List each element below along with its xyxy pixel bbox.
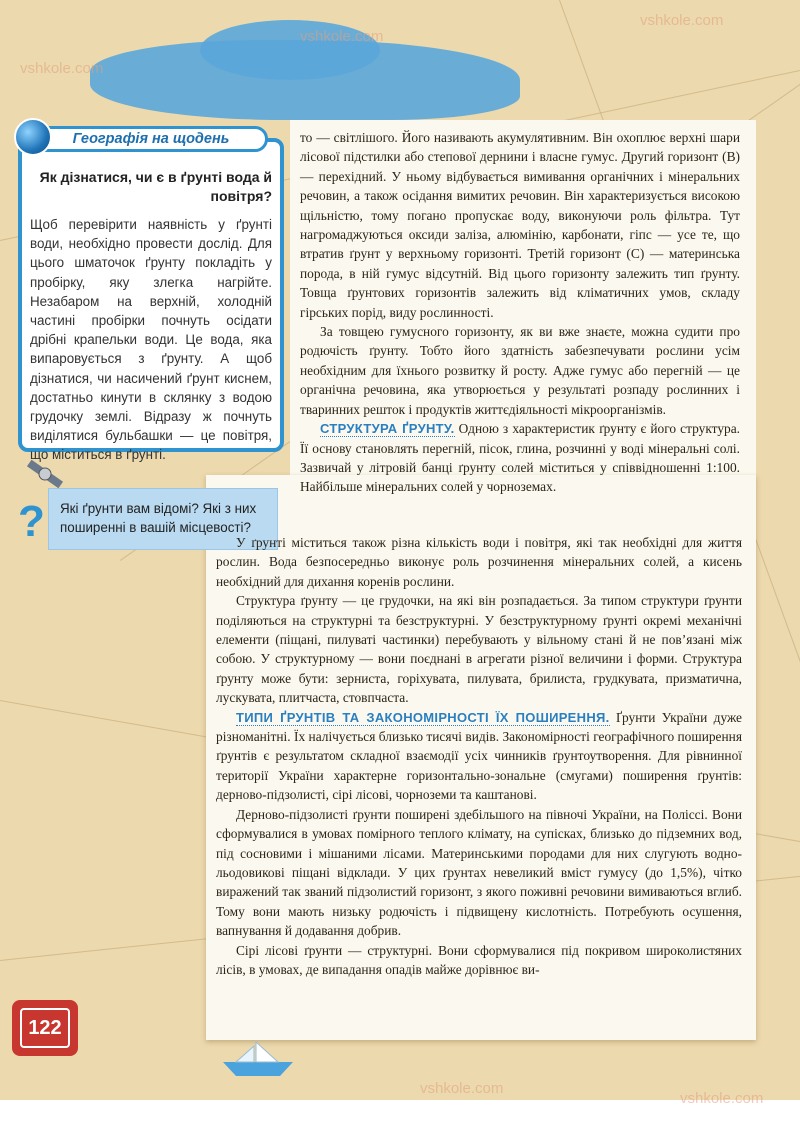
sidebar-question: Як дізнатися, чи є в ґрунті вода й повітря? (39, 169, 272, 204)
map-decoration (90, 40, 520, 120)
page-number: 122 (20, 1008, 70, 1048)
heading-structure: СТРУКТУРА ҐРУНТУ. (320, 421, 455, 437)
watermark: vshkole.com (20, 60, 104, 77)
paragraph: Дерново-підзолисті ґрунти поширені здебільшого на півночі України, на Поліссі. Вони сформувалися в умовах помірного теплого клімату, на супісках, близько до підземних вод, під сосновими і мішаними лісами. Материнськими породами для них слугують водно-льодовикові піщані відклади. У цих ґрунтах невеликий вміст гумусу (до 1,5%), чітко виражений так званий підзолистий горизонт, з якого поживні речовини вимиваються вглиб. Тому вони мають низьку родючість і підвищену кислотність. Потребують осушення, вапнування й додавання добрив. (216, 806, 742, 939)
watermark: vshkole.com (680, 1090, 764, 1107)
sidebar-badge-title: Географія на щодень (72, 131, 230, 147)
paragraph: Структура ґрунту — це грудочки, на які він розпадається. За типом структури ґрунти поділяються на структурні та безструктурні. У безструктурному ґрунті окремі механічні елементи (піщані, пилуваті частинки) перебувають у вільному стані й не пов’язані між собою. У структурному — вони поєднані в агрегати різної величини і форми. Структура ґрунту може бути: зерниста, горіхувата, пилувата, брилиста, грудкувата, призматична, лускувата, плитчаста, стовпчаста. (216, 593, 742, 706)
heading-soil-types: ТИПИ ҐРУНТІВ ТА ЗАКОНОМІРНОСТІ ЇХ ПОШИРЕННЯ. (236, 709, 610, 725)
paragraph: то — світлішого. Його називають акумулятивним. Він охоплює верхні шари лісової підстилки або степової дернини і власне гумус. Другий горизонт (В) — перехідний. У ньому відбувається вимивання органічних і мінеральних речовин, а також осідання вимитих речовин. Він характеризується високою щільністю, тому погано пропускає воду, виконуючи роль фільтра. Тут нагромаджуються оксиди заліза, алюмінію, карбонати, гіпс — усе те, що втратив ґрунт у верхньому горизонті. Третій горизонт (С) — материнська порода, в ній гумус відсутній. Від цього горизонту залежить тип ґрунту. Товща ґрунтових горизонтів залежить від кліматичних умов, складу гірських порід, виду рослинності. (300, 130, 740, 320)
paper-boat-icon (218, 1040, 298, 1080)
paragraph-text: Одною з характеристик ґрунту є його структура. Її основу становлять перегній, пісок, глина, розчинні у воді мінеральні солі. Зазвичай у літровій банці ґрунту солей міститься у співвідношенні 1:100. Найбільше мінеральних солей у чорноземах. (300, 421, 740, 495)
watermark: vshkole.com (300, 28, 384, 45)
watermark: vshkole.com (640, 12, 724, 29)
globe-icon (14, 118, 52, 156)
main-column-lower (216, 533, 742, 979)
paragraph: Сірі лісові ґрунти — структурні. Вони сформувалися під покривом широколистяних лісів, в умовах, де випадання опадів майже дорівнює ви- (216, 942, 742, 977)
sidebar-badge (34, 126, 268, 152)
sidebar-text: Щоб перевірити наявність у ґрунті води, необхідно провести дослід. Для цього шматочок ґрунту покладіть у пробірку, яку злегка нагрійте. Незабаром на верхній, холодній частині пробірки почнуть осідати дрібні крапельки води. Це вода, яка випаровується з ґрунту. А щоб дізнатися, чи насичений ґрунт киснем, достатньо кинути в склянку з водою грудочку землі. Відразу ж почнуть виділятися бульбашки — це повітря, що міститься в ґрунті. (30, 217, 272, 463)
question-box-text: Які ґрунти вам відомі? Які з них поширенні в вашій місцевості? (60, 501, 257, 535)
paragraph (300, 419, 740, 497)
paragraph-text: Ґрунти України дуже різноманітні. Їх налічується близько тисячі видів. Закономірності географічного поширення ґрунтів є результатом складної взаємодії усіх чинників ґрунтоутворення. Для рівнинної території України характерне горизонтально-зональне (смугами) поширення ґрунтів: дерново-підзолисті, сірі лісові, чорноземи та каштанові. (216, 709, 742, 803)
paragraph: У ґрунті міститься також різна кількість води і повітря, які так необхідні для життя рослин. Вода безпосередньо виконує роль розчинення мінеральних солей, а кисень необхідний для дихання коренів рослини. (216, 535, 742, 589)
main-column-upper (300, 128, 740, 497)
question-mark-icon: ? (18, 497, 45, 546)
paragraph: За товщею гумусного горизонту, як ви вже знаєте, можна судити про родючість ґрунту. Тобто його здатність забезпечувати рослини усім необхідним для їхнього розвитку й росту. Адже гумус або перегній — це органічна речовина, яка утворюється у результаті розпаду рослинних і тваринних решток і продуктів життєдіяльності мікроорганізмів. (300, 324, 740, 417)
paragraph (216, 708, 742, 805)
watermark: vshkole.com (420, 1080, 504, 1097)
